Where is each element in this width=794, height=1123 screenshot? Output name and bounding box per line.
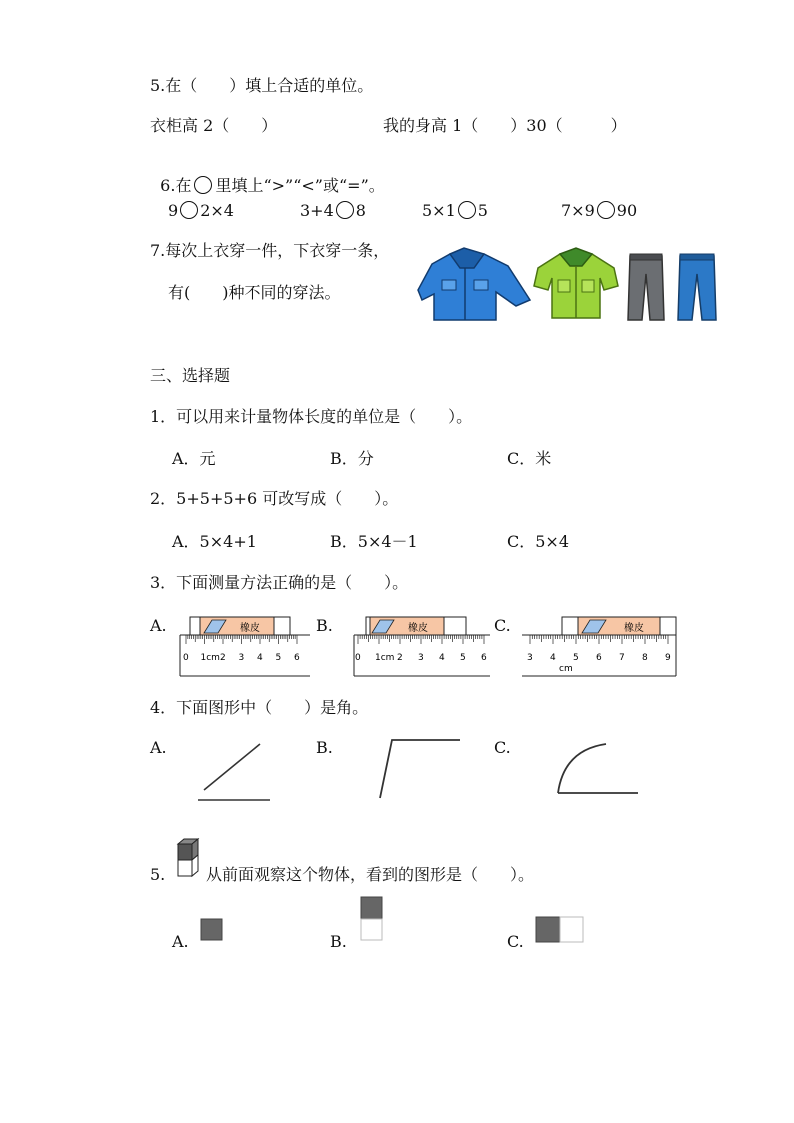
view-option-a: [200, 918, 224, 942]
s3-q4-title: 4．下面图形中（ ）是角。: [150, 698, 369, 717]
blue-jacket-icon: [412, 242, 532, 326]
ruler-tick-label: 2: [397, 653, 403, 663]
ruler-tick-label: 6: [596, 653, 602, 663]
ruler-tick-label: 0: [183, 653, 189, 663]
q6-item: 3+4 8: [300, 201, 366, 220]
s3-q3-label-c[interactable]: C.: [494, 616, 511, 635]
ruler-tick-label: 8: [642, 653, 648, 663]
shape-option-b: [376, 736, 464, 802]
ruler-option-a: [180, 616, 312, 678]
s3-q1-title: 1．可以用来计量物体长度的单位是（ ）。: [150, 407, 473, 426]
ruler-tick-label: 5: [573, 653, 579, 663]
view-option-b: [360, 896, 384, 942]
ruler-tick-label: 4: [439, 653, 445, 663]
q5-item-height: 我的身高 1（ ）30（ ）: [383, 116, 627, 135]
ruler-option-c: [522, 616, 680, 678]
s3-q1-option-b[interactable]: B．分: [330, 449, 374, 468]
s3-q3-label-a[interactable]: A.: [150, 616, 167, 635]
green-shirt-icon: [532, 246, 620, 322]
s3-q5-title: 从前面观察这个物体，看到的图形是（ ）。: [206, 865, 535, 884]
s3-q3-title: 3．下面测量方法正确的是（ ）。: [150, 573, 409, 592]
ruler-tick-label: 1cm: [375, 653, 395, 663]
ruler-tick-label: 1cm: [200, 653, 220, 663]
eraser-label: 橡皮: [624, 623, 644, 634]
shape-option-a: [196, 740, 272, 804]
eraser-label: 橡皮: [240, 623, 260, 634]
q7-line2: 有( )种不同的穿法。: [168, 283, 341, 302]
s3-q2-option-a[interactable]: A．5×4+1: [172, 532, 257, 551]
compare-circle-icon[interactable]: [336, 201, 354, 219]
ruler-option-b: [352, 616, 492, 678]
stacked-cube-icon: [176, 838, 200, 878]
ruler-tick-label: 3: [527, 653, 533, 663]
compare-circle-icon[interactable]: [180, 201, 198, 219]
s3-q5-number: 5.: [150, 865, 166, 884]
ruler-unit-label: cm: [559, 664, 573, 674]
s3-q4-label-c[interactable]: C.: [494, 738, 511, 757]
compare-circle-icon: [194, 176, 212, 194]
s3-q3-label-b[interactable]: B.: [316, 616, 333, 635]
q5-title: 5.在（ ）填上合适的单位。: [150, 76, 374, 95]
ruler-tick-label: 2: [220, 653, 226, 663]
ruler-tick-label: 7: [619, 653, 625, 663]
compare-circle-icon[interactable]: [597, 201, 615, 219]
ruler-tick-label: 3: [238, 653, 245, 663]
gray-pants-icon: [626, 252, 666, 322]
s3-q5-label-b[interactable]: B.: [330, 932, 347, 951]
q6-title: 6.在 里填上“>”“<”或“=”。: [160, 176, 385, 195]
s3-q2-option-c[interactable]: C．5×4: [507, 532, 570, 551]
compare-circle-icon[interactable]: [458, 201, 476, 219]
q6-item: 5×1 5: [422, 201, 488, 220]
eraser-label: 橡皮: [408, 623, 428, 634]
ruler-tick-label: 4: [550, 653, 556, 663]
ruler-tick-label: 6: [294, 653, 300, 663]
section-title: 三、选择题: [150, 366, 231, 385]
blue-jeans-icon: [676, 252, 718, 322]
s3-q1-option-c[interactable]: C．米: [507, 449, 552, 468]
s3-q1-option-a[interactable]: A．元: [172, 449, 216, 468]
s3-q4-label-b[interactable]: B.: [316, 738, 333, 757]
s3-q4-label-a[interactable]: A.: [150, 738, 167, 757]
ruler-tick-label: 6: [481, 653, 487, 663]
s3-q5-label-a[interactable]: A.: [172, 932, 189, 951]
ruler-tick-label: 5: [460, 653, 466, 663]
s3-q2-option-b[interactable]: B．5×4－1: [330, 532, 418, 551]
ruler-tick-label: 9: [665, 653, 671, 663]
ruler-tick-label: 0: [355, 653, 361, 663]
q6-item: 9 2×4: [168, 201, 234, 220]
s3-q2-title: 2．5+5+5+6 可改写成（ ）。: [150, 489, 399, 508]
ruler-tick-label: 4: [257, 653, 263, 663]
ruler-tick-label: 5: [275, 653, 282, 663]
q6-item: 7×9 90: [561, 201, 638, 220]
shape-option-c: [554, 740, 640, 798]
q7-line1: 7.每次上衣穿一件，下衣穿一条，: [150, 241, 390, 260]
s3-q5-label-c[interactable]: C.: [507, 932, 524, 951]
q5-item-wardrobe: 衣柜高 2（ ）: [150, 116, 278, 135]
ruler-tick-label: 3: [418, 653, 424, 663]
view-option-c: [535, 916, 585, 944]
